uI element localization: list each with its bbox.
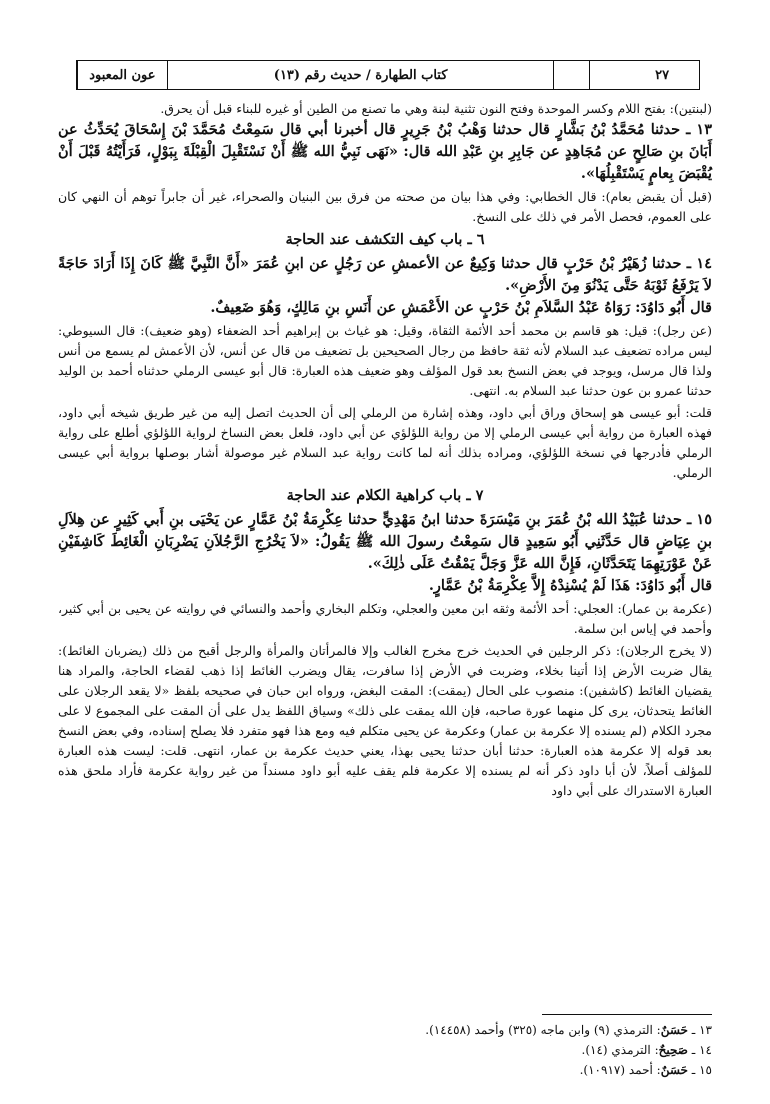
hadith-text: ١٣ ـ حدثنا مُحَمَّدُ بْنُ بَشَّارٍ قال حدثنا وَهْبُ بْنُ جَرِيرٍ قال أخبرنا أبي قال سَمِعْتُ مُحَمَّدَ بْنَ إِسْحَاقَ يُحَدِّثُ عن أَبَانَ بنِ صَالِحٍ عن مُجَاهِدٍ عن جَابِرِ بنِ عَبْدِ الله قال: «نَهَى نَبِيُّ الله ﷺ أَنْ نَسْتَقْبِلَ الْقِبْلَةَ بِبَوْلٍ، فَرَأَيْتُهُ قَبْلَ أَنْ يُقْبَضَ بِعامٍ يَسْتَقْبِلُهَا». (58, 121, 712, 182)
page-number: ٢٧ (655, 67, 670, 83)
footnote-grade: صَحِيحٌ (658, 1043, 688, 1057)
footnotes (58, 1020, 712, 1080)
footnote-refs: الترمذي (٩) وابن ماجه (٣٢٥) وأحمد (١٤٤٥٨). (425, 1023, 653, 1037)
hadith-text: ١٤ ـ حدثنا زُهَيْرُ بْنُ حَرْبٍ قال حدثنا وَكِيعٌ عن الأعمشِ عن رَجُلٍ عن ابنِ عُمَرَ «أَنَّ النَّبِيَّ ﷺ كَانَ إِذَا أَرَادَ حَاجَةً لاَ يَرْفَعُ ثَوْبَهُ حَتَّى يَدْنُوَ مِنَ الأَرْضِ». (58, 255, 712, 294)
header-blank-cell (589, 61, 625, 89)
chapter-title: كتاب الطهارة / حديث رقم (١٣) (167, 61, 554, 89)
footnote-divider (542, 1014, 712, 1015)
footnote-line: ١٥ ـ حَسَنٌ: أحمد (١٠٩١٧). (579, 1063, 712, 1077)
body-text (58, 97, 712, 801)
footnote-grade: حَسَنٌ (660, 1023, 688, 1037)
book-name: عون المعبود (77, 61, 167, 89)
footnote-number: ١٣ (699, 1023, 712, 1037)
footnote-grade: حَسَنٌ (660, 1063, 688, 1077)
commentary-paragraph: قلت: أبو عيسى هو إسحاق وراق أبي داود، وهذه إشارة من الرملي إلى أن الحديث اتصل إليه من غير طريق شيخه أبي داود، فهذه العبارة من رواية أبي عيسى الرملي إلا من رواية اللؤلؤي عن أبي داود، فلعل بعض النساخ لرواية اللؤلؤي أطلع على رواية الرملي فأدرجها في نسخة اللؤلؤي، ومراده بذلك أنه لما كانت رواية عبد السلام غير موصولة أشار بوصلها برواية أبي عيسى الرملي. (58, 405, 712, 480)
chapter-heading: ٧ ـ باب كراهية الكلام عند الحاجة (286, 487, 484, 504)
chapter-heading: ٦ ـ باب كيف التكشف عند الحاجة (285, 231, 485, 248)
commentary-paragraph: (لا يخرج الرجلان): ذكر الرجلين في الحديث خرج مخرج الغالب وإلا فالمرأتان والمرأة والرجل أقبح من ذلك (يضربان الغائط): يقال ضربت الأرض إذا أتينا بخلاء، وضربت في الأرض إذا سافرت، يقال ويضرب الغائط إذا ذهب لقضاء الحاجة، والمراد هنا يقضيان الغائط (كاشفين): منصوب على الحال (يمقت): المقت البغض، ورواه ابن حبان في صحيحه بلفظ «لا يقعد الرجلان على الغائط يتحدثان، يرى كل منهما عورة صاحبه، فإن الله يمقت على ذلك» وسياق اللفظ يدل على أن المقت على المجموع لا على مجرد الكلام (لم يسنده إلا عكرمة بن عمار) وعكرمة عن يحيى متكلم فيه ومع هذا فهو متفرد فلا يصلح إسناده، وفي بعض النسخ بعد قوله إلا عكرمة هذه العبارة: حدثنا أبان حدثنا يحيى بهذا، يعني حديث عكرمة بن عمار، انتهى. قلت: ليست هذه العبارة للمؤلف أصلاً، لأن أبا داود ذكر أنه لم يسنده إلا عكرمة فلم يقف عليه أبو داود مسنداً من غير رواية عكرمة فأراد ملحق هذه العبارة الاستدراك على أبي داود (58, 643, 712, 798)
footnote-refs: أحمد (١٠٩١٧). (579, 1063, 653, 1077)
footnote-refs: الترمذي (١٤). (581, 1043, 651, 1057)
abu-dawud-remark: قال أَبُو دَاوُدَ: رَوَاهُ عَبْدُ السَّلاَمِ بْنُ حَرْبٍ عن الأَعْمَشِ عن أَنَسِ بنِ مَالِكٍ، وَهُوَ ضَعِيفٌ. (210, 299, 712, 316)
footnote-number: ١٤ (699, 1043, 712, 1057)
footnote-line: ١٣ ـ حَسَنٌ: الترمذي (٩) وابن ماجه (٣٢٥) وأحمد (١٤٤٥٨). (425, 1023, 712, 1037)
abu-dawud-remark: قال أَبُو دَاوُدَ: هَذَا لَمْ يُسْنِدْهُ إِلاَّ عِكْرِمَةُ بْنُ عَمَّارٍ. (428, 577, 712, 594)
header-blank-cell (553, 61, 589, 89)
commentary-paragraph: (لبنتين): بفتح اللام وكسر الموحدة وفتح النون تثنية لبنة وهي ما تصنع من الطين أو غيره للبناء قبل أن يحرق. (160, 101, 712, 116)
commentary-paragraph: (قبل أن يقبض بعام): قال الخطابي: وفي هذا بيان من صحته من فرق بين البنيان والصحراء، غير أن جابراً توهم أن النهي كان على العموم، فحصل الأمر في ذلك على النسخ. (58, 189, 712, 224)
footnote-line: ١٤ ـ صَحِيحٌ: الترمذي (١٤). (581, 1043, 712, 1057)
footnote-number: ١٥ (699, 1063, 712, 1077)
hadith-text: ١٥ ـ حدثنا عُبَيْدُ الله بْنُ عُمَرَ بنِ مَيْسَرَةَ حدثنا ابنُ مَهْدِيٍّ حدثنا عِكْرِمَةُ بْنُ عَمَّارٍ عن يَحْيَى بنِ أَبي كَثِيرٍ عن هِلاَلِ بنِ عِيَاضٍ قال حَدَّثَنِي أَبُو سَعِيدٍ قال سَمِعْتُ رسولَ الله ﷺ يَقُولُ: «لاَ يَخْرُجِ الرَّجُلاَنِ يَضْرِبَانِ الْغَائِطَ كَاشِفَيْنِ عَنْ عَوْرَتِهِمَا يَتَحَدَّثَانِ، فَإِنَّ الله عَزَّ وَجَلَّ يَمْقُتُ عَلَى ذٰلِكَ». (58, 511, 712, 572)
commentary-paragraph: (عكرمة بن عمار): العجلي: أحد الأئمة وثقه ابن معين والعجلي، وتكلم البخاري وأحمد والنسائي في روايته عن يحيى بن أبي كثير، وأحمد في إياس ابن سلمة. (58, 601, 712, 636)
page-header (76, 60, 700, 90)
commentary-paragraph: (عن رجل): قيل: هو قاسم بن محمد أحد الأئمة الثقاة، وقيل: هو غياث بن إبراهيم أحد الضعفاء (وهو ضعيف): قال السيوطي: ليس مراده تضعيف عبد السلام لأنه ثقة حافظ من رجال الصحيحين بل تضعيف من قال عن أنس، لأن الأعمش لم يسمع من أنس ولذا قال مرسل، ويوجد في بعض النسخ بعد قول المؤلف وهو ضعيف هذه العبارة: قال أبو عيسى الرملي حدثناه أحمد بن الوليد حدثنا عمرو بن عون حدثنا عبد السلام به. انتهى. (58, 323, 712, 398)
